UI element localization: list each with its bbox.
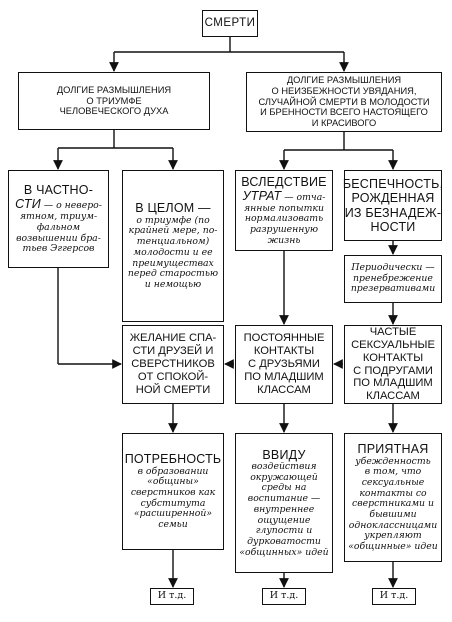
c3-sub: нормализовать (244, 213, 324, 225)
node-reflections-triumph (18, 72, 210, 130)
l1a-line: О ТРИУМФЕ (86, 95, 142, 106)
node-reflections-decay (246, 72, 442, 132)
d1-sub: субститута (140, 497, 206, 509)
d2-head: ВВИДУ (262, 447, 306, 462)
connector-l1a-split (58, 130, 173, 148)
c4-head: РОЖДЕННАЯ (351, 191, 435, 206)
node-etc-1 (150, 588, 194, 605)
r3-line: КЛАССАМ (366, 390, 420, 403)
d1-sub: «расширенной» (133, 508, 213, 520)
node-due-to-environment (235, 433, 333, 573)
c1-head: В ЧАСТНО- (23, 183, 94, 198)
d3-sub: укрепляют (364, 530, 422, 542)
d2-sub: воздействия (251, 461, 317, 473)
l1b-line: И БРЕННОСТИ ВСЕГО НАСТОЯЩЕГО (260, 107, 428, 118)
r1-line: ЖЕЛАНИЕ СПА- (129, 332, 217, 345)
node-in-general (122, 170, 224, 322)
r3-line: ПО МЛАДШИМ (353, 377, 433, 390)
r2-line: ПО МЛАДШИМ (244, 370, 324, 383)
c1-sub: фальном (36, 221, 81, 233)
connector-l1b-split (284, 132, 393, 150)
r2-line: КОНТАКТЫ (253, 345, 315, 358)
d2-sub: глупости и (255, 525, 313, 537)
node-desire-save-friends (122, 325, 224, 404)
d2-sub: окружающей (250, 471, 318, 483)
d1-sub: «общины» (147, 476, 199, 488)
root-label: СМЕРТИ (204, 16, 256, 29)
d2-sub: «общинных» идей (239, 546, 329, 558)
d3-sub: контакты со (359, 487, 427, 499)
d1-sub: сверстников как (130, 487, 216, 498)
r1-line: СТИ ДРУЗЕЙ И (132, 345, 214, 358)
c2-sub: крайней мере, по- (128, 225, 218, 237)
node-etc-2 (262, 588, 306, 605)
e3-label: И т.д. (379, 590, 409, 602)
l1a-line: ЧЕЛОВЕЧЕСКОГО ДУХА (59, 106, 169, 117)
d3-sub: бывшими (369, 509, 417, 521)
node-carelessness (344, 170, 442, 241)
l1a-line: ДОЛГИЕ РАЗМЫШЛЕНИЯ (56, 84, 172, 95)
d2-sub: внутреннее (253, 503, 315, 515)
l1b-line: ДОЛГИЕ РАЗМЫШЛЕНИЯ (286, 75, 402, 86)
c3-sub: жизнь (267, 234, 301, 246)
c2-sub: о триумфе (по (136, 214, 210, 226)
d3-sub: в том, что (364, 466, 422, 478)
c4-head: БЕСПЕЧНОСТЬ, (342, 176, 444, 191)
r2-line: КЛАССАМ (257, 383, 311, 396)
c3-head: ВСЛЕДСТВИЕ (241, 174, 327, 189)
r1-line: ОТ СПОКОЙ- (137, 370, 209, 383)
c2-sub: молодости и ее (133, 246, 213, 258)
c2-sub: и немощью (144, 278, 202, 290)
d3-sub: сексуальные (361, 476, 425, 488)
c2-sub: перед старостью (127, 268, 219, 280)
c2-sub: преимуществах (132, 257, 214, 269)
d2-sub: воспитание — (247, 493, 321, 505)
d3-sub: сверстниками и (352, 498, 434, 510)
d2-sub: дурковатости (247, 535, 321, 547)
c1-sub: тьев Эггерсов (22, 243, 95, 255)
r3-line: СЕКСУАЛЬНЫЕ (351, 338, 435, 351)
d1-sub: в образовании (137, 465, 209, 477)
node-pleasant-conviction (344, 433, 442, 562)
l1b-line: О НЕИЗБЕЖНОСТИ УВЯДАНИЯ, (271, 85, 417, 96)
c3-sub: разрушенную (249, 224, 319, 236)
d2-sub: среды на (261, 482, 307, 494)
c1-sub: возвышении бра- (16, 232, 101, 244)
r3-line: КОНТАКТЫ (362, 351, 424, 364)
r3-line: С ПОДРУГАМИ (353, 364, 433, 377)
c4-head: ИЗ БЕЗНАДЕЖ- (344, 205, 442, 220)
r1-line: НОЙ СМЕРТИ (135, 383, 211, 396)
node-constant-contacts (235, 325, 333, 404)
e2-label: И т.д. (269, 590, 299, 602)
c3-head-cont: УТРАТ — отча- (242, 188, 326, 203)
node-in-particular (8, 170, 109, 268)
c4b-sub: презервативами (350, 283, 436, 295)
l1b-line: И КРАСИВОГО (311, 118, 377, 129)
d3-sub: убежденность (355, 455, 431, 467)
d2-sub: ощущение (257, 514, 311, 526)
r3-line: ЧАСТЫЕ (369, 325, 417, 338)
d3-sub: одноклассницами (348, 519, 438, 531)
r2-line: ПОСТОЯННЫЕ (243, 332, 325, 345)
c4b-sub: Периодически — (351, 261, 435, 273)
e1-label: И т.д. (157, 590, 187, 602)
d1-sub: семьи (158, 519, 188, 531)
node-periodic-neglect (344, 255, 442, 303)
d1-head: ПОТРЕБНОСТЬ (124, 452, 222, 467)
root-node-death (202, 10, 258, 37)
connector-root-split (114, 37, 344, 52)
d3-sub: «общинные» идеи (348, 541, 438, 553)
node-need-community (122, 433, 224, 550)
c1-sub: ятном, триум- (19, 211, 98, 223)
l1b-line: СЛУЧАЙНОЙ СМЕРТИ В МОЛОДОСТИ (258, 96, 430, 107)
c4-head: НОСТИ (370, 219, 416, 234)
d3-head: ПРИЯТНАЯ (357, 442, 429, 457)
node-due-to-losses (235, 170, 333, 251)
c1-head-cont: СТИ — о неверо- (15, 197, 102, 212)
c4b-sub: пренебрежение (353, 272, 433, 284)
node-etc-3 (372, 588, 416, 605)
r1-line: СВЕРСТНИКОВ (131, 358, 215, 371)
c2-sub: тенциальном) (136, 236, 210, 248)
node-frequent-contacts (344, 325, 442, 404)
c3-sub: янные попытки (244, 202, 324, 214)
c2-head: В ЦЕЛОМ — (135, 201, 211, 216)
r2-line: С ДРУЗЬЯМИ (248, 358, 320, 371)
